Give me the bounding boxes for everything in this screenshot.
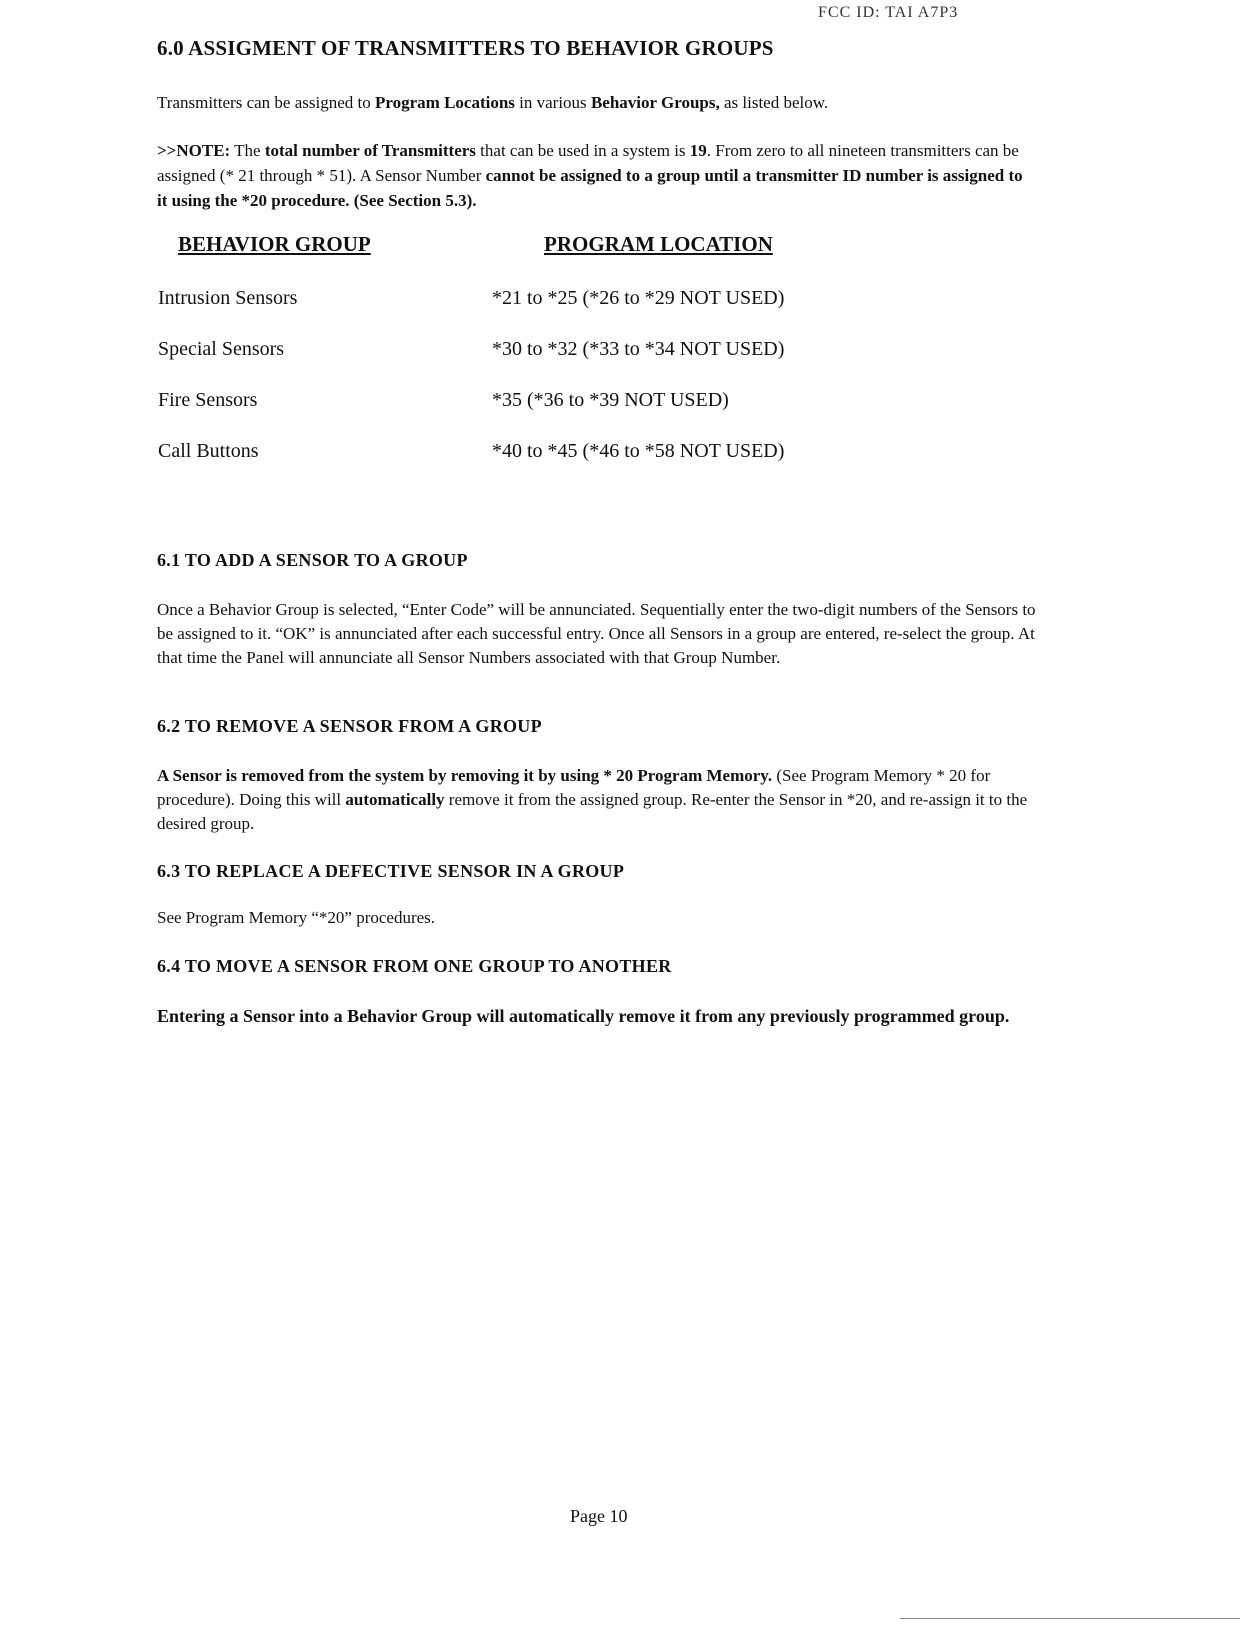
program-location: *21 to *25 (*26 to *29 NOT USED)	[492, 287, 785, 309]
section-6-1-body: Once a Behavior Group is selected, “Enter Code” will be annunciated. Sequentially enter the two-digit numbers of the Sensors to be assigned to it. “OK” is annunciated after each successful entry. Once all Sensors in a group are entered, re-select the group. At that time the Panel will annunciate all Sensor Numbers associated with that Group Number.	[157, 600, 1036, 667]
program-location: *35 (*36 to *39 NOT USED)	[492, 389, 729, 411]
fcc-id-header: FCC ID: TAI A7P3	[818, 4, 959, 21]
section-6-4-title: 6.4 TO MOVE A SENSOR FROM ONE GROUP TO ANOTHER	[157, 956, 672, 976]
scan-artifact-line	[900, 1618, 1240, 1619]
note-text-1: The	[230, 141, 265, 160]
column-header-behavior-group: BEHAVIOR GROUP	[178, 232, 371, 256]
page-number: Page 10	[570, 1506, 628, 1526]
section-6-2-body	[157, 764, 1047, 836]
note-text-3: . From zero to all nineteen transmitters can be assigned (* 21 through * 51). A Sensor Number	[157, 141, 1019, 185]
section-6-0-title: 6.0 ASSIGMENT OF TRANSMITTERS TO BEHAVIOR GROUPS	[157, 36, 774, 60]
program-location: *30 to *32 (*33 to *34 NOT USED)	[492, 338, 785, 360]
note-paragraph	[157, 138, 1037, 213]
section-6-2-bold-text: A Sensor is removed from the system by removing it by using * 20 Program Memory.	[157, 766, 773, 785]
intro-paragraph	[157, 90, 1037, 115]
intro-text-2: in various	[514, 93, 591, 112]
intro-text-3: as listed below.	[719, 93, 829, 112]
section-6-3-body: See Program Memory “*20” procedures.	[157, 908, 436, 927]
intro-behavior-groups: Behavior Groups,	[590, 93, 720, 112]
note-warning: cannot be assigned to a group until a transmitter ID number is assigned to it using the *20 procedure. (See Section 5.3).	[157, 166, 1023, 210]
note-total-transmitters: total number of Transmitters	[264, 141, 476, 160]
group-name: Special Sensors	[158, 338, 285, 360]
group-name: Fire Sensors	[158, 389, 258, 411]
section-6-2-text-2: remove it from the assigned group. Re-enter the Sensor in *20, and re-assign it to the desired group.	[157, 790, 1028, 833]
column-header-program-location: PROGRAM LOCATION	[544, 232, 773, 256]
section-6-1-title: 6.1 TO ADD A SENSOR TO A GROUP	[157, 550, 468, 570]
group-name: Intrusion Sensors	[158, 287, 298, 309]
section-6-2-title: 6.2 TO REMOVE A SENSOR FROM A GROUP	[157, 716, 542, 736]
section-6-2-automatically: automatically	[345, 790, 445, 809]
note-text-2: that can be used in a system is	[475, 141, 690, 160]
group-name: Call Buttons	[158, 440, 259, 462]
note-label: >>NOTE:	[157, 141, 231, 160]
program-location: *40 to *45 (*46 to *58 NOT USED)	[492, 440, 785, 462]
section-6-3-title: 6.3 TO REPLACE A DEFECTIVE SENSOR IN A GROUP	[157, 861, 625, 881]
note-count: 19	[689, 141, 707, 160]
intro-text-1: Transmitters can be assigned to	[157, 93, 375, 112]
section-6-2-text-1: (See Program Memory * 20 for procedure). Doing this will	[157, 766, 991, 809]
intro-program-locations: Program Locations	[374, 93, 515, 112]
section-6-4-body: Entering a Sensor into a Behavior Group will automatically remove it from any previously programmed group.	[157, 1006, 1010, 1026]
